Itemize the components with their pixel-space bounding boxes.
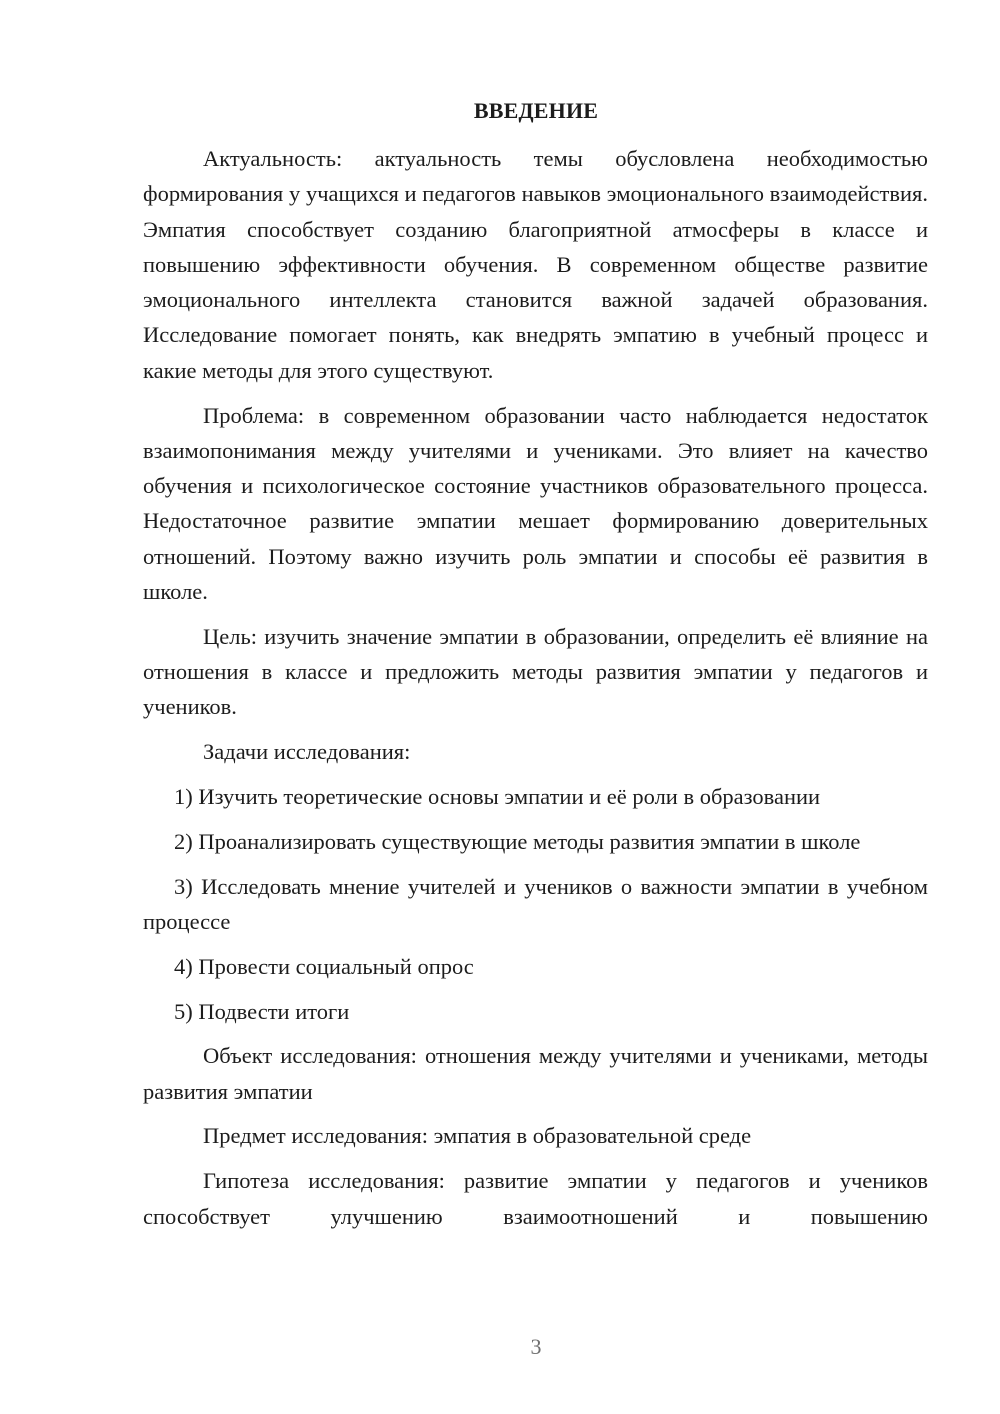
section-heading: ВВЕДЕНИЕ (473, 98, 599, 123)
relevance-paragraph: Актуальность: актуальность темы обусловлена необходимостью формирования у учащихся и педагогов навыков эмоционального взаимодействия. Эмпатия способствует созданию благоприятной атмосферы в классе и повышению эффективности обучения. В современном обществе развитие эмоционального интеллекта становится важной задачей образования. Исследование помогает понять, как внедрять эмпатию в учебный процесс и какие методы для этого существуют. (143, 146, 928, 383)
problem-paragraph: Проблема: в современном образовании часто наблюдается недостаток взаимопонимания между учителями и учениками. Это влияет на качество обучения и психологическое состояние участников образовательного процесса. Недостаточное развитие эмпатии мешает формированию доверительных отношений. Поэтому важно изучить роль эмпатии и способы её развития в школе. (143, 402, 928, 605)
goal-paragraph: Цель: изучить значение эмпатии в образовании, определить её влияние на отношения в классе и предложить методы развития эмпатии у педагогов и учеников. (143, 623, 928, 720)
object-paragraph: Объект исследования: отношения между учителями и учениками, методы развития эмпатии (143, 1043, 928, 1104)
task-item-4: 4) Провести социальный опрос (174, 953, 474, 979)
tasks-heading: Задачи исследования: (203, 739, 411, 765)
task-item-2: 2) Проанализировать существующие методы развития эмпатии в школе (174, 828, 861, 854)
task-item-1: 1) Изучить теоретические основы эмпатии и её роли в образовании (174, 784, 821, 810)
hypothesis-paragraph: Гипотеза исследования: развитие эмпатии у педагогов и учеников способствует улучшению взаимоотношений и повышению (143, 1168, 928, 1229)
body-text (143, 141, 928, 1234)
page-number: 3 (530, 1334, 542, 1359)
task-item-3: 3) Исследовать мнение учителей и учеников о важности эмпатии в учебном процессе (143, 873, 928, 934)
subject-paragraph: Предмет исследования: эмпатия в образовательной среде (203, 1123, 752, 1149)
task-item-5: 5) Подвести итоги (174, 998, 350, 1024)
